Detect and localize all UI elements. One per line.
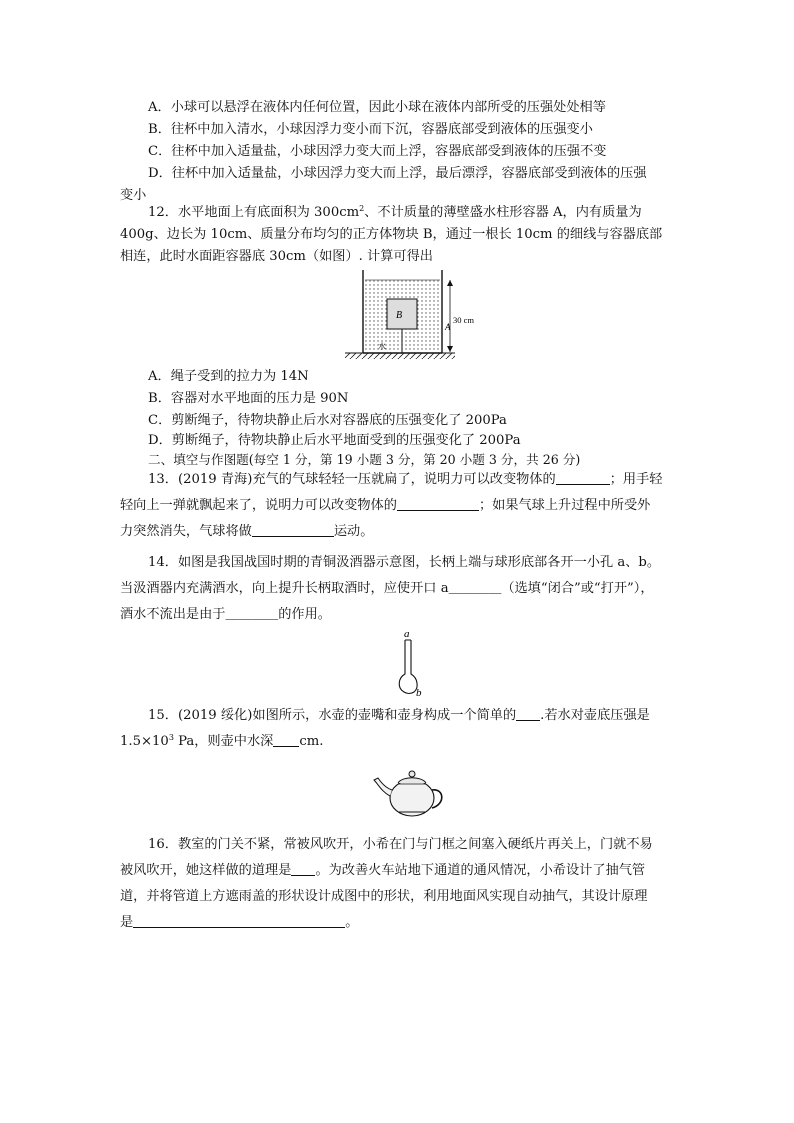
q16-line2: 被风吹开，她这样做的道理是 。为改善火车站地下通道的通风情况，小希设计了抽气管 [120,863,646,878]
q16-line3: 道，并将管道上方遮雨盖的形状设计成图中的形状，利用地面风实现自动抽气，其设计原理 [120,889,648,904]
hole-b-label: b [416,687,422,698]
q13-line3: 力突然消失，气球将做 运动。 [120,524,374,539]
q16-line1: 16．教室的门关不紧，常被风吹开，小希在门与门框之间塞入硬纸片再关上，门就不易 [148,837,653,852]
q11-option-d-cont: 变小 [120,188,147,203]
dipper-outline [399,640,417,694]
q16-blank-2[interactable] [133,913,345,928]
q14-blank-1[interactable]: ＿＿＿＿ [448,581,502,596]
section-2-heading: 二、填空与作图题(每空 1 分，第 19 小题 3 分，第 20 小题 3 分，共 26 分) [148,452,581,467]
q15-blank-2[interactable] [273,732,299,747]
q11-option-b: B．往杯中加入清水，小球因浮力变小而下沉，容器底部受到液体的压强变小 [148,122,593,137]
q12-stem-line1: 12．水平地面上有底面积为 $300cm^2$、不计质量的薄壁盛水柱形容器 A，内有质量为 [148,204,642,220]
teapot-spout [374,778,392,796]
q12-stem-line2: 400g、边长为 10cm、质量分布均匀的正方体物块 B，通过一根长 10cm 的细线与容器底部 [120,227,663,242]
q13-line1: 13．(2019 青海)充气的气球轻轻一压就扁了，说明力可以改变物体的 ；用手轻 [148,472,663,487]
q11-option-a: A．小球可以悬浮在液体内任何位置，因此小球在液体内部所受的压强处处相等 [148,100,606,115]
arrow-head-bottom [447,346,453,352]
q11-option-c: C．往杯中加入适量盐，小球因浮力变大而上浮，容器底部受到液体的压强不变 [148,144,607,159]
q13-blank-3[interactable] [252,522,334,537]
block-b-label: B [395,310,403,321]
height-label: 30 cm [453,315,475,325]
q12-option-d: D．剪断绳子，待物块静止后水平地面受到的压强变化了 200Pa [148,433,521,448]
q16-blank-1[interactable] [291,861,315,876]
q12-option-c: C．剪断绳子，待物块静止后水对容器底的压强变化了 200Pa [148,413,507,428]
q14-line1: 14．如图是我国战国时期的青铜汲酒器示意图，长柄上端与球形底部各开一小孔 a、b。 [148,555,661,570]
arrow-head-top [447,280,453,286]
wine-dipper-figure [392,626,432,698]
q15-line2: $1.5\times 10^3$ Pa，则壶中水深 cm. [120,733,324,749]
q11-option-d: D．往杯中加入适量盐，小球因浮力变大而上浮，最后漂浮，容器底部受到液体的压强 [148,166,647,181]
q12-stem-line3: 相连，此时水面距容器底 30cm（如图）. 计算可得出 [120,249,433,264]
q14-line3: 酒水不流出是由于＿＿＿＿的作用。 [120,607,331,622]
teapot-lid [398,778,426,783]
teapot-body [390,780,434,816]
q14-line2: 当汲酒器内充满酒水，向上提升长柄取酒时，应使开口 a＿＿＿＿（选填“闭合”或“打开”）， [120,581,654,596]
q12-option-a: A．绳子受到的拉力为 14N [148,369,309,384]
hole-a-label: a [404,628,410,640]
container-a-label: A [445,322,451,332]
teapot-knob [409,771,415,777]
ground-hatch [345,353,455,359]
q15-line1: 15．(2019 绥化)如图所示，水壶的壶嘴和壶身构成一个简单的 .若水对壶底压强是 [148,708,650,723]
container-figure [345,268,480,368]
q14-blank-2[interactable]: ＿＿＿＿ [225,607,279,622]
q16-line4: 是 。 [120,915,359,930]
teapot-figure [372,762,450,822]
q13-line2: 轻向上一弹就飘起来了，说明力可以改变物体的 ；如果气球上升过程中所受外 [120,498,651,513]
q12-option-b: B．容器对水平地面的压力是 90N [148,391,349,406]
q13-blank-2[interactable] [397,496,479,511]
q13-blank-1[interactable] [556,470,610,485]
q15-blank-1[interactable] [516,706,540,721]
water-label: 水 [378,342,386,351]
